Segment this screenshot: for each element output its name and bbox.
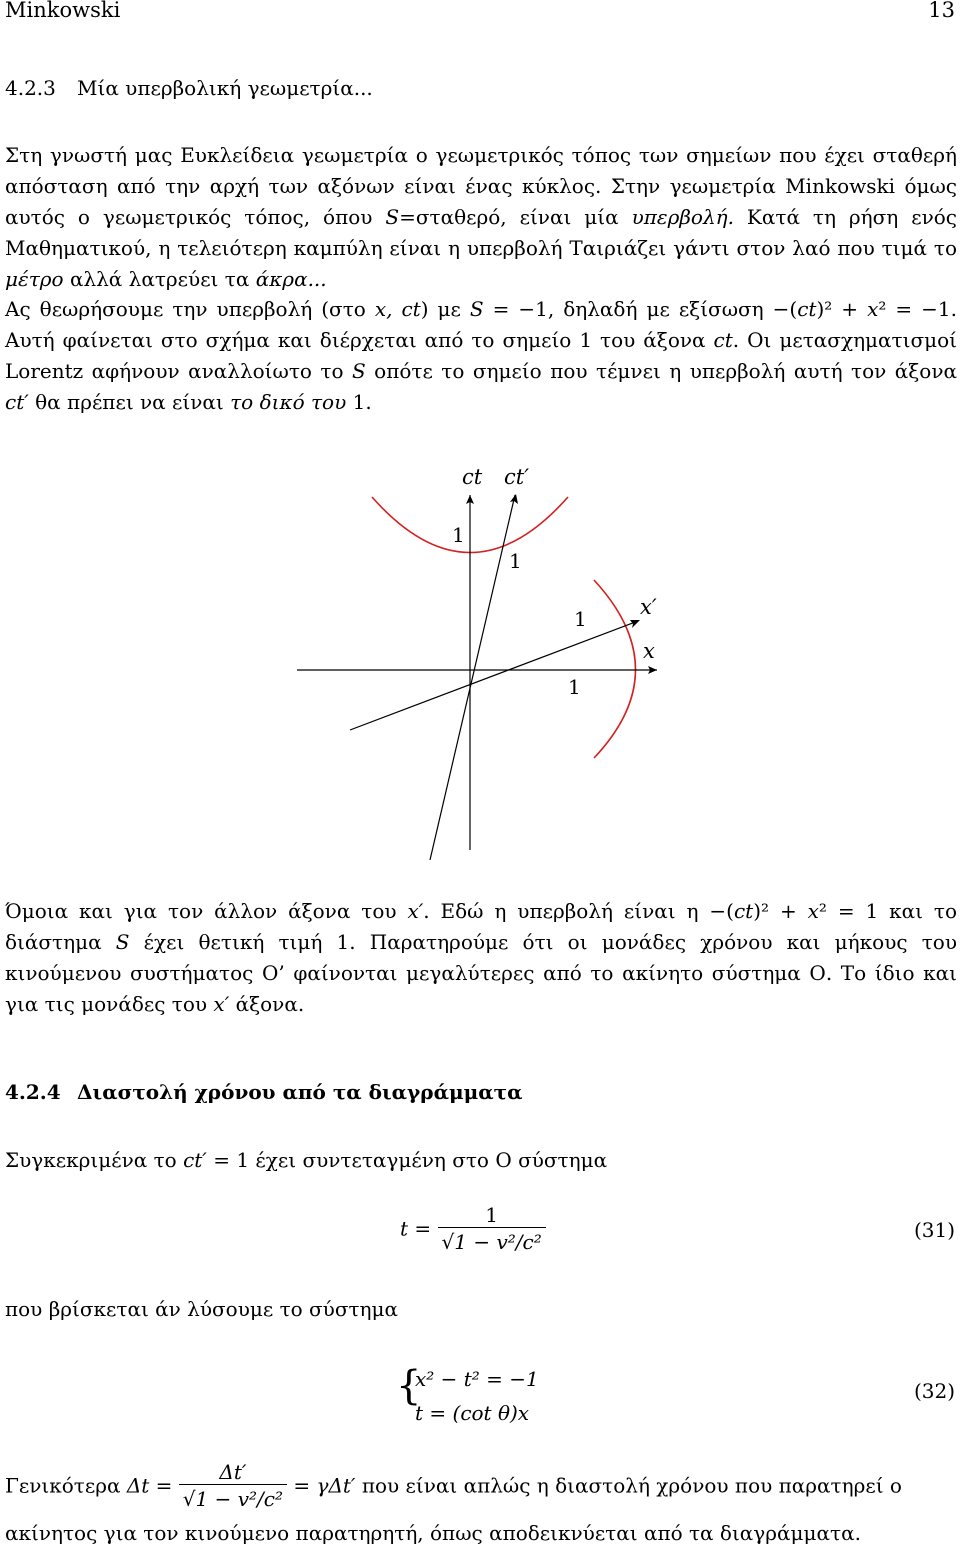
label-xp: x′ [640, 595, 657, 619]
text: ² = −1. Αυτή φαίνεται στο σχήμα και διέρχεται από το σημείο 1 του άξονα [5, 297, 957, 352]
dilation-numerator: Δt′ [179, 1460, 287, 1485]
dilation-fraction [179, 1460, 287, 1511]
label-one-xp: 1 [574, 607, 587, 631]
ctp-axis-arrow [510, 494, 518, 504]
text: οπότε το σημείο που τέμνει η υπερβολή αυτή τον άξονα [365, 359, 957, 383]
text: = 1 έχει συντεταγμένη στο Ο σύστημα [206, 1148, 608, 1172]
text: )² + [753, 899, 808, 923]
label-ct: ct [462, 465, 483, 489]
running-header: Minkowski [5, 0, 121, 22]
eq31-numerator: 1 [438, 1203, 546, 1228]
math: ct [733, 899, 754, 923]
math: x [807, 899, 819, 923]
equation-32 [415, 1362, 539, 1430]
text: άξονα. [229, 992, 305, 1016]
emphasis: άκρα... [255, 267, 327, 291]
math: = γΔt′ [293, 1473, 356, 1498]
label-x: x [643, 639, 655, 663]
text: Συγκεκριμένα το [5, 1148, 184, 1172]
text: )² + [816, 297, 868, 321]
section-title: Μία υπερβολική γεωμετρία... [77, 76, 373, 100]
math: S [115, 930, 130, 954]
label-one-ct: 1 [452, 523, 465, 547]
brace: { [396, 1363, 422, 1409]
paragraph-system: που βρίσκεται άν λύσουμε το σύστημα [5, 1297, 399, 1321]
text: = −1, δηλαδή με εξίσωση −( [483, 297, 798, 321]
equation-number: (32) [913, 1379, 955, 1403]
section-heading [5, 1080, 522, 1104]
eq32-line1: x² − t² = −1 [415, 1367, 539, 1391]
math: ct [797, 297, 817, 321]
ctp-axis [430, 495, 515, 860]
math: S [351, 359, 366, 383]
eq31-fraction [438, 1203, 546, 1254]
section-heading [5, 76, 373, 100]
paragraph-dilation [5, 1460, 902, 1511]
equation-31 [400, 1203, 546, 1254]
text: Στη γνωστή μας Ευκλείδεια γεωμετρία ο γεωμετρικός τόπος των σημείων που έχει σταθερή απόσταση από την αρχή των αξόνων είναι ένας κύκλος. Στην γεωμετρία Minkowski όμως αυτός ο γεωμετρικός τόπος, όπου [5, 143, 957, 229]
text: θα πρέπει να είναι [28, 390, 231, 414]
emphasis: υπερβολή. [631, 205, 734, 229]
text: Γενικότερα [5, 1473, 127, 1498]
text: =σταθερό, είναι μία [399, 205, 632, 229]
emphasis: μέτρο [5, 267, 64, 291]
math: ct [713, 328, 733, 352]
minkowski-diagram [0, 440, 960, 870]
text: Ας θεωρήσουμε την υπερβολή (στο [5, 297, 375, 321]
paragraph-intro [5, 140, 957, 295]
label-ctp: ct′ [504, 465, 529, 489]
math-s: S [385, 205, 400, 229]
text: Κατά τη ρήση ενός Μαθηματικού, η τελειότερη καμπύλη είναι η υπερβολή Ταιριάζει γάντι στον λαό που τιμά το [5, 205, 957, 260]
text: αλλά λατρεύει τα [63, 267, 256, 291]
text: που είναι απλώς η διαστολή χρόνου που παρατηρεί ο [355, 1473, 902, 1498]
section-number: 4.2.4 [5, 1080, 61, 1104]
paragraph-hyperbola [5, 294, 957, 418]
math: x [867, 297, 879, 321]
hyperbola-right [594, 580, 636, 758]
text: ) με [420, 297, 470, 321]
eq31-denominator: √1 − v²/c² [441, 1230, 542, 1254]
math: x, ct [374, 297, 421, 321]
text: . Εδώ η υπερβολή είναι η −( [423, 899, 734, 923]
text: έχει θετική τιμή 1. Παρατηρούμε ότι οι μονάδες χρόνου και μήκους του κινούμενου συστήματος Ο’ φαίνονται μεγαλύτερες από το ακίνητο σύστημα Ο. Το ίδιο και για τις μονάδες του [5, 930, 958, 1016]
math: x′ [407, 899, 424, 923]
eq32-line2: t = (cot θ)x [415, 1401, 530, 1425]
math: ct′ [183, 1148, 207, 1172]
section-title: Διαστολή χρόνου από τα διαγράμματα [77, 1080, 523, 1104]
math: ct′ [5, 390, 29, 414]
math: x′ [213, 992, 230, 1016]
math: Δt = [126, 1473, 173, 1498]
text: Όμοια και για τον άλλον άξονα του [5, 899, 408, 923]
label-one-ctp: 1 [509, 549, 522, 573]
page-number: 13 [928, 0, 955, 22]
equation-number: (31) [913, 1218, 955, 1242]
paragraph-dilation-end: ακίνητος για τον κινούμενο παρατηρητή, όπως αποδεικνύεται από τα διαγράμματα. [5, 1521, 861, 1545]
xp-axis [350, 621, 638, 730]
label-one-x: 1 [568, 675, 581, 699]
eq31-lhs: t = [400, 1216, 432, 1241]
dilation-denominator: √1 − v²/c² [182, 1487, 284, 1511]
section-number: 4.2.3 [5, 76, 56, 100]
text: 1. [346, 390, 372, 414]
paragraph-x-axis [5, 896, 957, 1020]
text: . Οι μετασχηματισμοί Lorentz αφήνουν αναλλοίωτο το [5, 328, 957, 383]
emphasis: το δικό του [230, 390, 347, 414]
paragraph-coordinates [5, 1145, 957, 1176]
text: ² = 1 και το διάστημα [5, 899, 958, 954]
math: S [469, 297, 484, 321]
